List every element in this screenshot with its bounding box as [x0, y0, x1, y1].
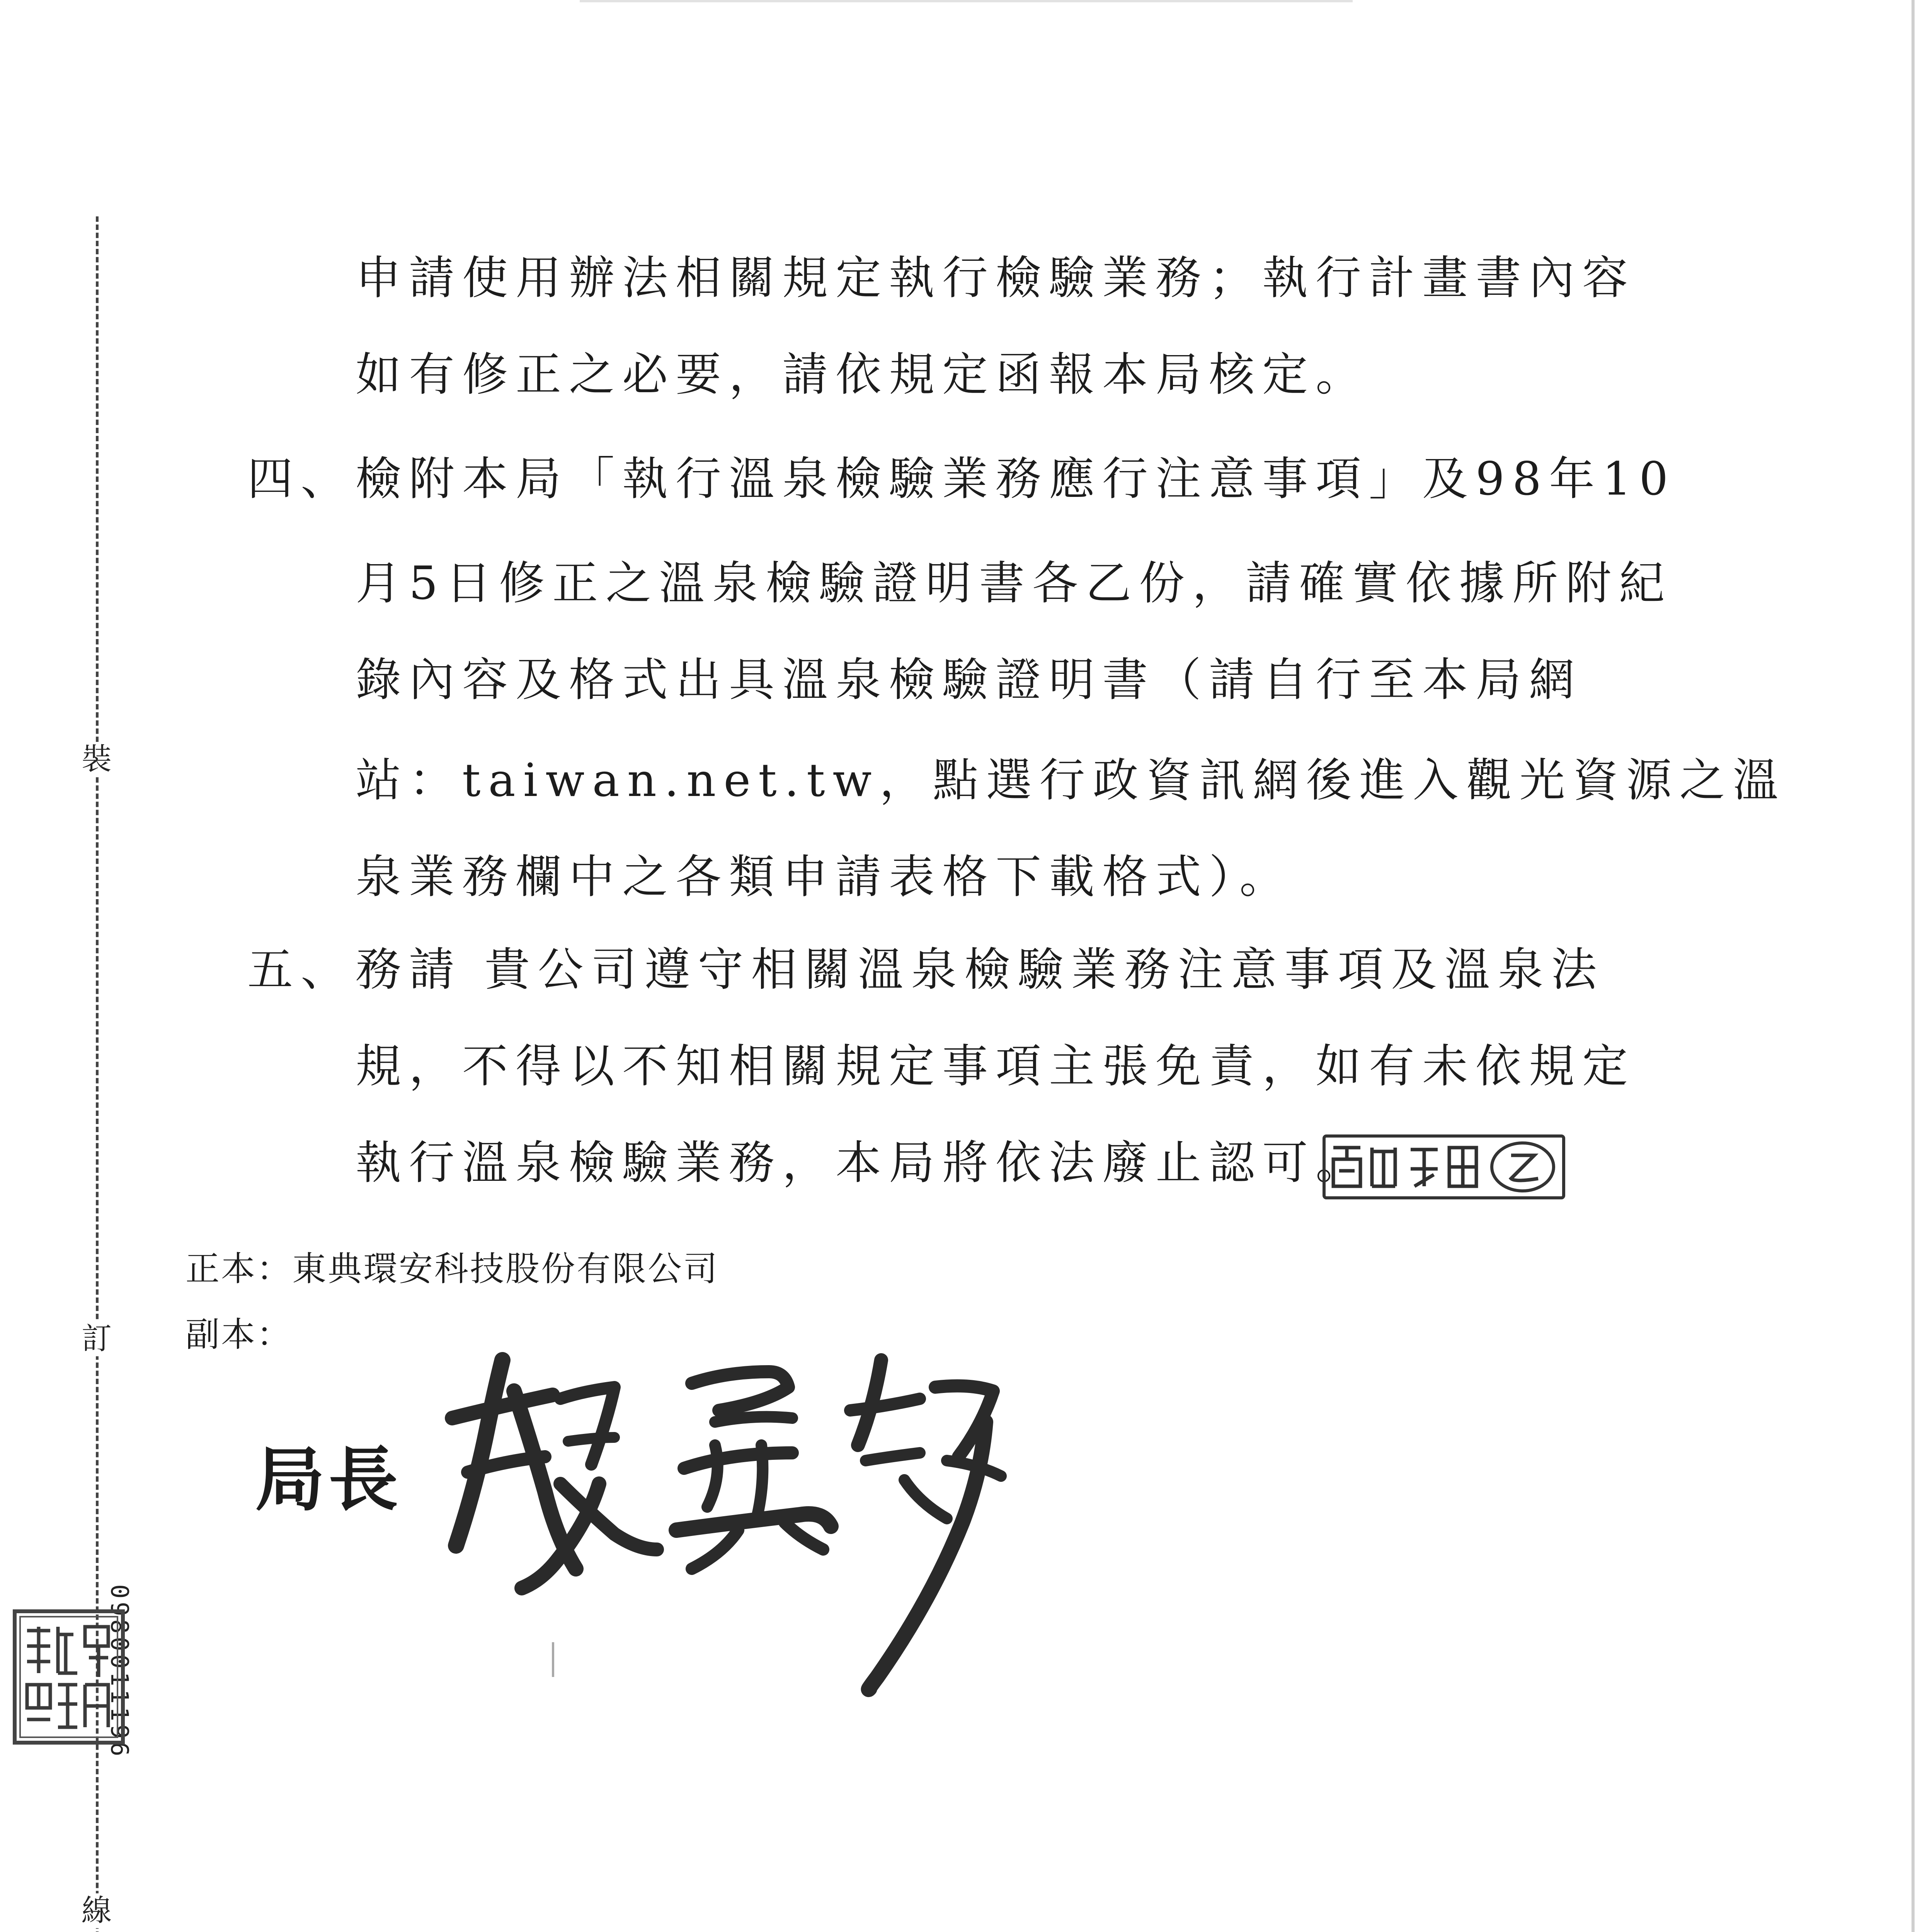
- body-line: 執行溫泉檢驗業務，本局將依法廢止認可。: [356, 1136, 1369, 1189]
- recipient-main: 正本：東典環安科技股份有限公司: [186, 1249, 719, 1289]
- body-line: 月5日修正之溫泉檢驗證明書各乙份，請確實依據所附紀: [356, 556, 1673, 610]
- body-line: 錄內容及格式出具溫泉檢驗證明書（請自行至本局網: [356, 653, 1583, 706]
- scan-edge-top: [580, 0, 1353, 2]
- handwritten-signature: [444, 1345, 1071, 1700]
- document-number: 0980011196: [106, 1584, 134, 1760]
- body-line: 泉業務欄中之各類申請表格下載格式）。: [356, 850, 1293, 903]
- body-line: 如有修正之必要，請依規定函報本局核定。: [356, 348, 1369, 401]
- body-line: 站：taiwan.net.tw，點選行政資訊網後進入觀光資源之溫: [356, 753, 1786, 807]
- body-line: 規，不得以不知相關規定事項主張免責，如有未依規定: [356, 1039, 1636, 1093]
- item-marker-5: 五、: [247, 943, 354, 996]
- binding-char-middle: 訂: [79, 1321, 114, 1356]
- scan-speck: [552, 1642, 554, 1677]
- body-line: 務請 貴公司遵守相關溫泉檢驗業務注意事項及溫泉法: [356, 943, 1605, 996]
- item-marker-4: 四、: [247, 452, 354, 505]
- binding-char-top: 裝: [79, 742, 114, 777]
- body-line: 檢附本局「執行溫泉檢驗業務應行注意事項」及98年10: [356, 452, 1676, 505]
- recipient-copy: 副本：: [186, 1315, 293, 1354]
- perforation-seal-stamp: [12, 1604, 128, 1750]
- scan-edge-right: [1911, 0, 1915, 1932]
- binding-char-bottom: 線: [79, 1893, 114, 1928]
- proofread-seal-stamp: [1322, 1132, 1569, 1202]
- body-line: 申請使用辦法相關規定執行檢驗業務；執行計畫書內容: [356, 251, 1636, 304]
- director-title: 局長: [255, 1439, 402, 1520]
